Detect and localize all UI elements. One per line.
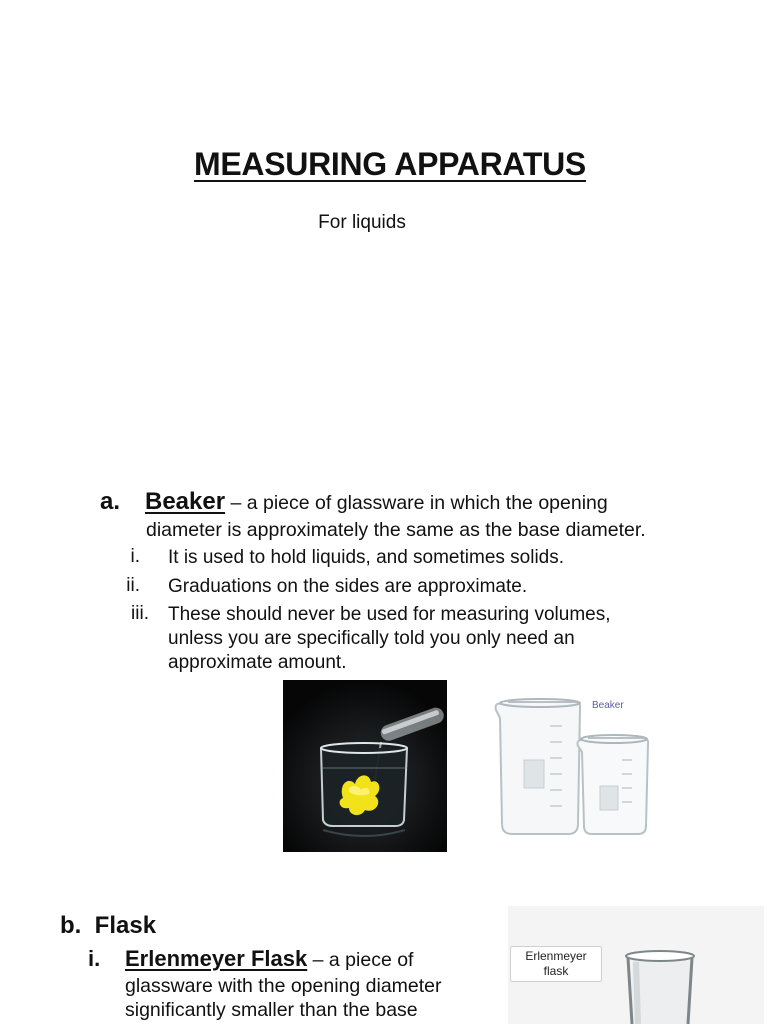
two-beakers-photo <box>488 690 670 840</box>
section-b-heading: b. Flask <box>60 912 157 939</box>
beaker-pouring-illustration <box>283 680 447 852</box>
point-text: Graduations on the sides are approximate. <box>168 576 528 597</box>
erlenmeyer-label-line1: Erlenmeyer <box>525 949 587 963</box>
point-text: It is used to hold liquids, and sometimes solids. <box>168 547 565 568</box>
erlenmeyer-definition-line1 <box>125 946 413 972</box>
point-number: ii. <box>126 575 140 596</box>
page-subtitle: For liquids <box>318 212 406 233</box>
erlenmeyer-term: Erlenmeyer Flask <box>125 946 308 971</box>
point-number: iii. <box>131 603 149 624</box>
beaker-image-label: Beaker <box>592 700 624 711</box>
erlenmeyer-label-line2: flask <box>543 964 569 978</box>
point-text: approximate amount. <box>168 652 347 673</box>
erlenmeyer-definition-continuation: significantly smaller than the base <box>125 999 418 1021</box>
erlenmeyer-image-label <box>510 946 602 982</box>
erlenmeyer-definition-continuation: glassware with the opening diameter <box>125 975 442 997</box>
section-a-definition-line1 <box>145 488 608 516</box>
section-b-sub-marker: i. <box>88 946 101 971</box>
beaker-pouring-photo <box>283 680 447 852</box>
two-beakers-illustration <box>488 690 670 840</box>
beaker-definition-part2: diameter is approximately the same as the base diameter. <box>146 519 646 541</box>
section-a-marker: a. <box>100 488 121 515</box>
point-text: unless you are specifically told you only need an <box>168 628 575 649</box>
point-number: i. <box>130 546 140 567</box>
page-title: MEASURING APPARATUS <box>194 146 586 182</box>
beaker-term: Beaker <box>145 488 226 515</box>
erlenmeyer-definition-part1: – a piece of <box>307 949 414 971</box>
beaker-definition-part1: – a piece of glassware in which the opening <box>225 492 608 514</box>
erlenmeyer-flask-photo <box>508 906 764 1024</box>
point-text: These should never be used for measuring volumes, <box>168 604 611 625</box>
